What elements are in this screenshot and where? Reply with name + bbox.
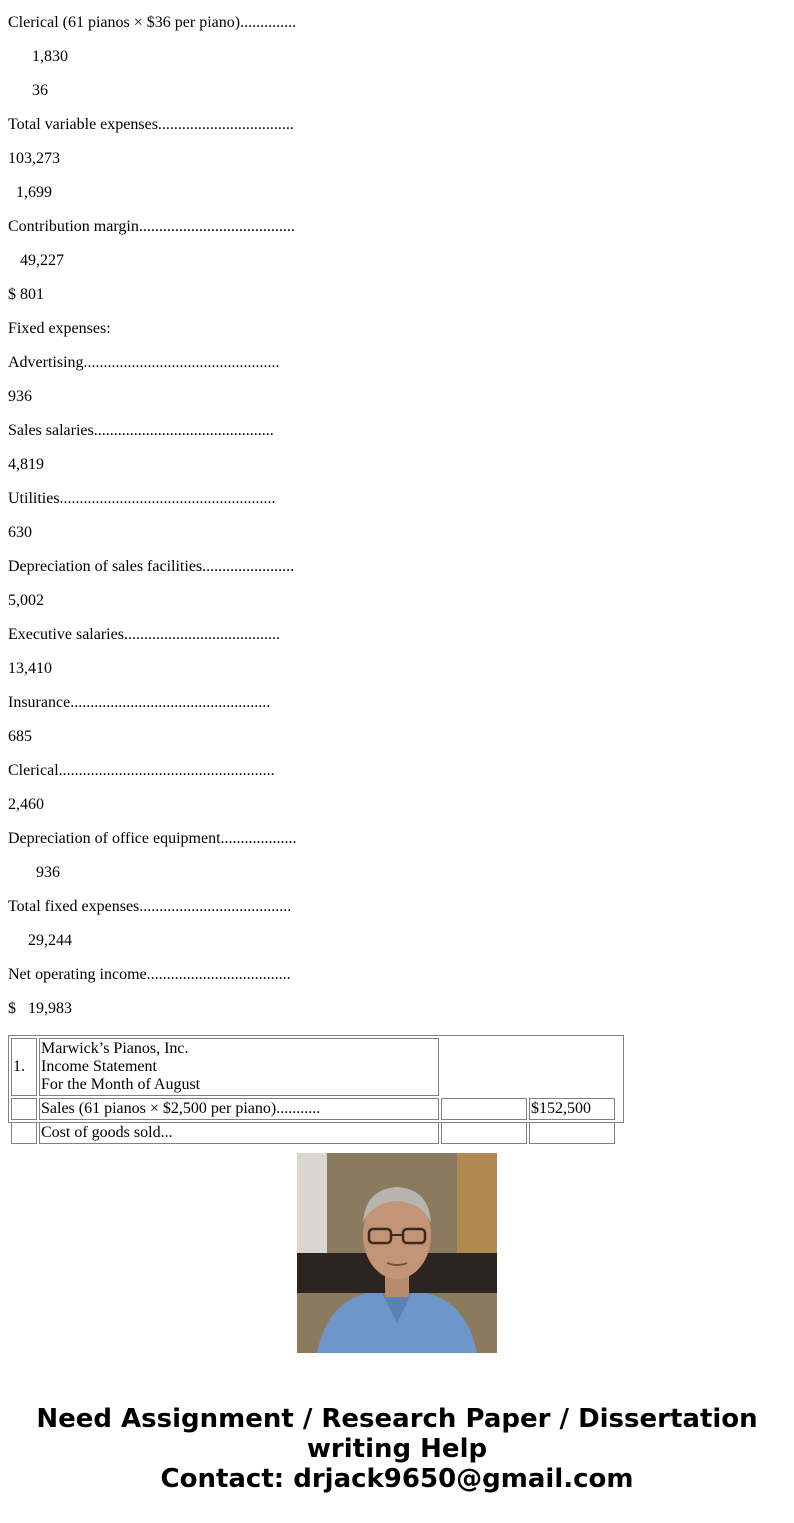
text-line: Total variable expenses.................................. [8, 116, 294, 133]
text-line: 1,699 [8, 184, 52, 201]
company-name: Marwick’s Pianos, Inc. [41, 1040, 189, 1057]
text-line: 103,273 [8, 150, 60, 167]
table-cell [441, 1122, 527, 1144]
text-line: Total fixed expenses...................................... [8, 898, 292, 915]
statement-heading [39, 1038, 439, 1096]
text-line: 49,227 [8, 252, 64, 269]
income-statement-table [8, 1035, 624, 1141]
banner-line: Need Assignment / Research Paper / Dissertation [36, 1404, 758, 1434]
text-line: 13,410 [8, 660, 52, 677]
cogs-label: Cost of goods sold... [39, 1122, 439, 1144]
banner-line: writing Help [306, 1434, 488, 1464]
table-cell [11, 1122, 37, 1144]
text-line: Clerical...................................................... [8, 762, 275, 779]
table-cell [441, 1098, 527, 1120]
text-line: 936 [8, 864, 60, 881]
text-line: Utilities...................................................... [8, 490, 276, 507]
text-line: Advertising................................................. [8, 354, 280, 371]
text-line: $ 19,983 [8, 1000, 72, 1017]
portrait-image [297, 1153, 497, 1353]
text-line: 2,460 [8, 796, 44, 813]
text-line: Depreciation of office equipment................... [8, 830, 297, 847]
sales-value: $152,500 [529, 1098, 615, 1120]
text-line: 630 [8, 524, 32, 541]
sales-label: Sales (61 pianos × $2,500 per piano)........... [39, 1098, 439, 1120]
author-photo [297, 1153, 497, 1353]
text-line: 1,830 [8, 48, 68, 65]
text-line: 36 [8, 82, 48, 99]
text-line: Clerical (61 pianos × $36 per piano).............. [8, 14, 297, 31]
text-line: Contribution margin....................................... [8, 218, 295, 235]
text-line: 5,002 [8, 592, 44, 609]
statement-title: Income Statement [41, 1058, 157, 1075]
statement-period: For the Month of August [41, 1076, 201, 1093]
table-cell [529, 1122, 615, 1144]
text-line: 4,819 [8, 456, 44, 473]
text-line: 685 [8, 728, 32, 745]
contact-banner [0, 1404, 794, 1494]
text-line: Executive salaries....................................... [8, 626, 280, 643]
text-line: $ 801 [8, 286, 44, 303]
text-line: Insurance.................................................. [8, 694, 271, 711]
text-line: Depreciation of sales facilities....................... [8, 558, 295, 575]
text-line: 29,244 [8, 932, 72, 949]
text-line: Net operating income.................................... [8, 966, 291, 983]
text-line: Sales salaries............................................. [8, 422, 274, 439]
text-line: Fixed expenses: [8, 320, 111, 337]
item-number: 1. [11, 1038, 37, 1096]
contact-email: Contact: drjack9650@gmail.com [160, 1464, 634, 1494]
table-cell [11, 1098, 37, 1120]
text-line: 936 [8, 388, 32, 405]
